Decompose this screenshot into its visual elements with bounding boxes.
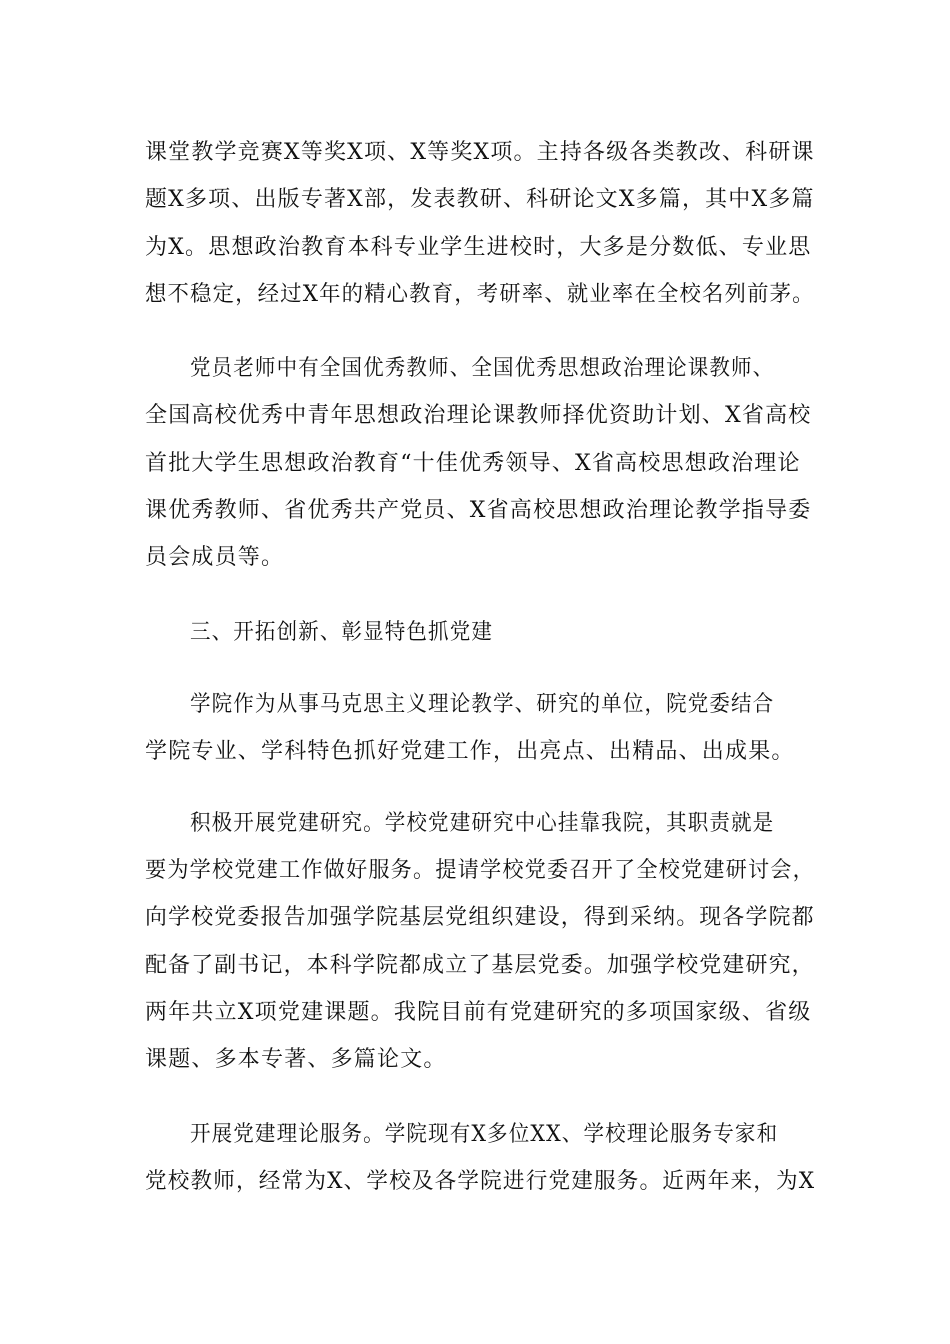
paragraph-1-line-4: 想不稳定，经过X年的精心教育，考研率、就业率在全校名列前茅。 [145,282,815,307]
paragraph-4-line-2: 要为学校党建工作做好服务。提请学校党委召开了全校党建研讨会， [145,858,815,883]
paragraph-4-line-3: 向学校党委报告加强学院基层党组织建设，得到采纳。现各学院都 [145,905,815,930]
paragraph-4-line-6: 课题、多本专著、多篇论文。 [145,1047,447,1072]
paragraph-3-line-2: 学院专业、学科特色抓好党建工作，出亮点、出精品、出成果。 [145,739,795,764]
paragraph-2-line-1: 党员老师中有全国优秀教师、全国优秀思想政治理论课教师、 [190,356,775,381]
paragraph-3-line-1: 学院作为从事马克思主义理论教学、研究的单位，院党委结合 [190,692,775,717]
paragraph-1-line-2: 题X多项、出版专著X部，发表教研、科研论文X多篇，其中X多篇 [145,187,815,212]
paragraph-5-line-2: 党校教师，经常为X、学校及各学院进行党建服务。近两年来，为X [145,1169,816,1194]
paragraph-4-line-4: 配备了副书记，本科学院都成立了基层党委。加强学校党建研究， [145,953,815,978]
paragraph-5-line-1: 开展党建理论服务。学院现有X多位XX、学校理论服务专家和 [190,1122,779,1147]
section-heading: 三、开拓创新、彰显特色抓党建 [190,620,493,645]
paragraph-1-line-1: 课堂教学竞赛X等奖X项、X等奖X项。主持各级各类教改、科研课 [145,140,815,165]
paragraph-2-line-3: 首批大学生思想政治教育“十佳优秀领导、X省高校思想政治理论 [145,451,801,476]
paragraph-1-line-3: 为X。思想政治教育本科专业学生进校时，大多是分数低、专业思 [145,235,812,260]
paragraph-4-line-1: 积极开展党建研究。学校党建研究中心挂靠我院，其职责就是 [190,811,775,836]
paragraph-4-line-5: 两年共立X项党建课题。我院目前有党建研究的多项国家级、省级 [145,1000,812,1025]
paragraph-2-line-2: 全国高校优秀中青年思想政治理论课教师择优资助计划、X省高校 [145,403,812,428]
paragraph-2-line-5: 员会成员等。 [145,545,285,570]
paragraph-2-line-4: 课优秀教师、省优秀共产党员、X省高校思想政治理论教学指导委 [145,498,812,523]
